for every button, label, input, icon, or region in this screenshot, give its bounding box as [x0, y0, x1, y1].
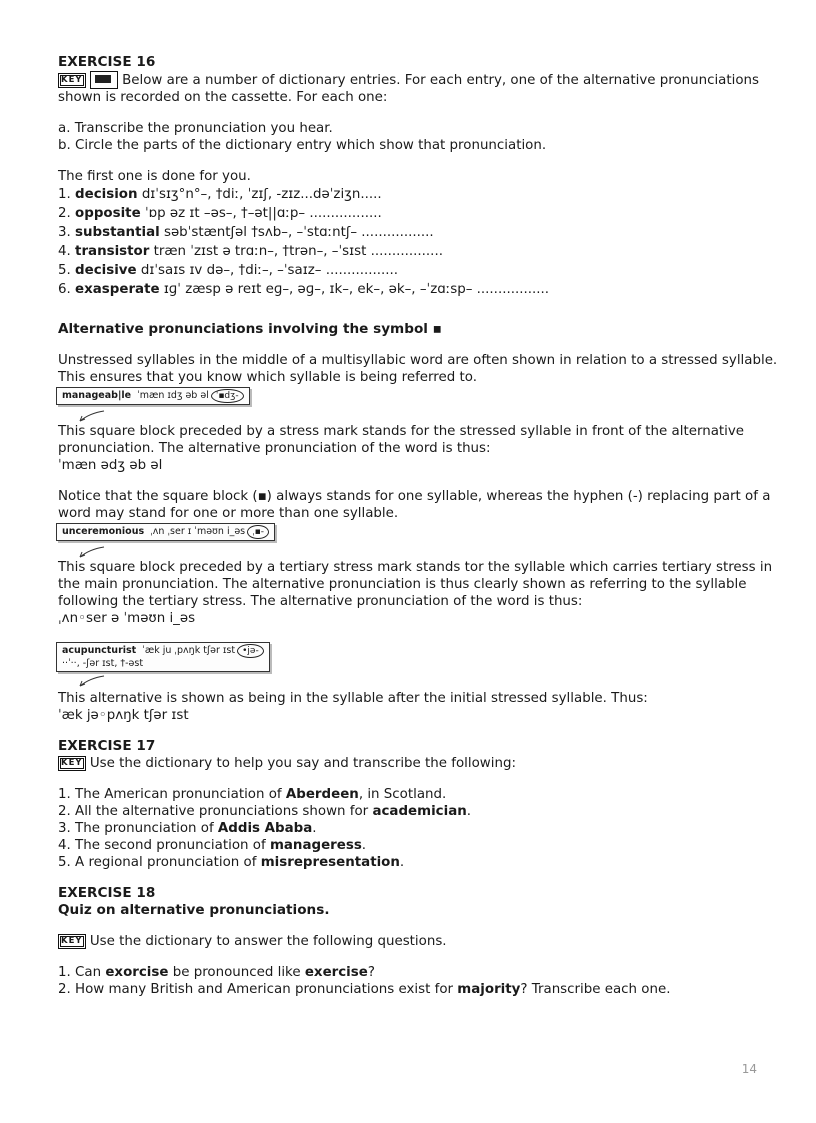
arrow-icon	[76, 409, 106, 423]
quiz-question-2: 2. How many British and American pronunciations exist for majority? Transcribe each one.	[58, 982, 671, 997]
exercise-16-title: EXERCISE 16	[58, 54, 156, 70]
page-number: 14	[741, 1062, 757, 1076]
list-item: 6. exasperate ɪɡˈ zæsp ə reɪt eɡ–, əɡ–, ɪk–, ek–, ək–, –ˈzɑːsp– .................	[58, 282, 550, 297]
arrow-icon	[76, 545, 106, 559]
exercise-18-intro: KEY Use the dictionary to answer the following questions.	[58, 933, 778, 950]
exercise-17-intro: KEY Use the dictionary to help you say and transcribe the following:	[58, 755, 778, 772]
list-item: 2. opposite ˈɒp əz ɪt –əs–, †–ət||ɑːp– .................	[58, 206, 382, 221]
alt-result-1: ˈmæn ədʒ əb əl	[58, 458, 163, 473]
key-icon: KEY	[58, 934, 86, 949]
alt-para-5: This alternative is shown as being in the syllable after the initial stressed syllable. Thus:	[58, 691, 648, 706]
list-item: 5. A regional pronunciation of misrepresentation.	[58, 855, 405, 870]
entry-list	[58, 185, 778, 299]
key-icon: KEY	[58, 756, 86, 771]
quiz-question-1: 1. Can exorcise be pronounced like exercise?	[58, 965, 375, 980]
dictionary-snippet-1: manageab|le ˈmæn ɪdʒ əb əl ˈ▪dʒ-	[56, 387, 778, 415]
alt-para-4: This square block preceded by a tertiary stress mark stands tor the syllable which carries tertiary stress in the main pronunciation. The alternative pronunciation is thus clearly shown as referring to the syllable following the tertiary stress. The alternative pronunciation of the word is thus:	[58, 560, 773, 609]
exercise-16-intro: KEY Below are a number of dictionary entries. For each entry, one of the alternative pronunciations shown is recorded on the cassette. For each one:	[58, 73, 760, 105]
list-item: 3. substantial səbˈstæntʃəl †sʌb–, –ˈstɑːntʃ– .................	[58, 225, 434, 240]
callout-bubble: •jə-	[237, 644, 264, 658]
alt-result-3: ˈæk jə◦pʌŋk tʃər ɪst	[58, 708, 189, 723]
first-done-note: The first one is done for you.	[58, 169, 251, 184]
list-item: 5. decisive dɪˈsaɪs ɪv də–, †diː–, –ˈsaɪz– .................	[58, 263, 399, 278]
step-b: b. Circle the parts of the dictionary entry which show that pronunciation.	[58, 138, 547, 153]
list-item: 1. decision dɪˈsɪʒ°n°–, †diː, ˈzɪʃ, -ᴢɪᴢ...dəˈziʒn.....	[58, 187, 382, 202]
dictionary-snippet-2: unceremonious ˌʌn ˌser ɪ ˈməʊn i_əs ˌ▪-	[56, 523, 778, 551]
exercise-18-title: EXERCISE 18	[58, 885, 156, 901]
callout-bubble: ˈ▪dʒ-	[211, 389, 244, 403]
exercise-17-title: EXERCISE 17	[58, 738, 156, 754]
callout-bubble: ˌ▪-	[247, 525, 269, 539]
key-icon: KEY	[58, 73, 86, 88]
step-a: a. Transcribe the pronunciation you hear.	[58, 121, 333, 136]
exercise-18-subtitle: Quiz on alternative pronunciations.	[58, 902, 330, 918]
cassette-icon	[90, 71, 118, 89]
list-item: 2. All the alternative pronunciations shown for academician.	[58, 804, 472, 819]
list-item: 3. The pronunciation of Addis Ababa.	[58, 821, 317, 836]
list-item: 4. transistor træn ˈzɪst ə trɑːn–, †trən–, –ˈsɪst .................	[58, 244, 443, 259]
page-content	[58, 54, 778, 998]
list-item: 1. The American pronunciation of Aberdeen, in Scotland.	[58, 787, 447, 802]
list-item: 4. The second pronunciation of manageress.	[58, 838, 367, 853]
alt-para-2: This square block preceded by a stress mark stands for the stressed syllable in front of the alternative pronunciation. The alternative pronunciation of the word is thus:	[58, 424, 745, 456]
alt-section-title: Alternative pronunciations involving the symbol ▪	[58, 321, 442, 337]
alt-para-3: Notice that the square block (▪) always stands for one syllable, whereas the hyphen (-) replacing part of a word may stand for one or more than one syllable.	[58, 489, 771, 521]
alt-result-2: ˌʌn◦ser ə ˈməʊn i_əs	[58, 611, 196, 626]
arrow-icon	[76, 674, 106, 688]
alt-para-1: Unstressed syllables in the middle of a multisyllabic word are often shown in relation to a stressed syllable. This ensures that you know which syllable is being referred to.	[58, 353, 778, 385]
dictionary-snippet-3: acupuncturist ˈæk ju ˌpʌŋk tʃər ɪst •jə- ··ˈ··, -ʃər ɪst, †-əst	[56, 642, 778, 682]
